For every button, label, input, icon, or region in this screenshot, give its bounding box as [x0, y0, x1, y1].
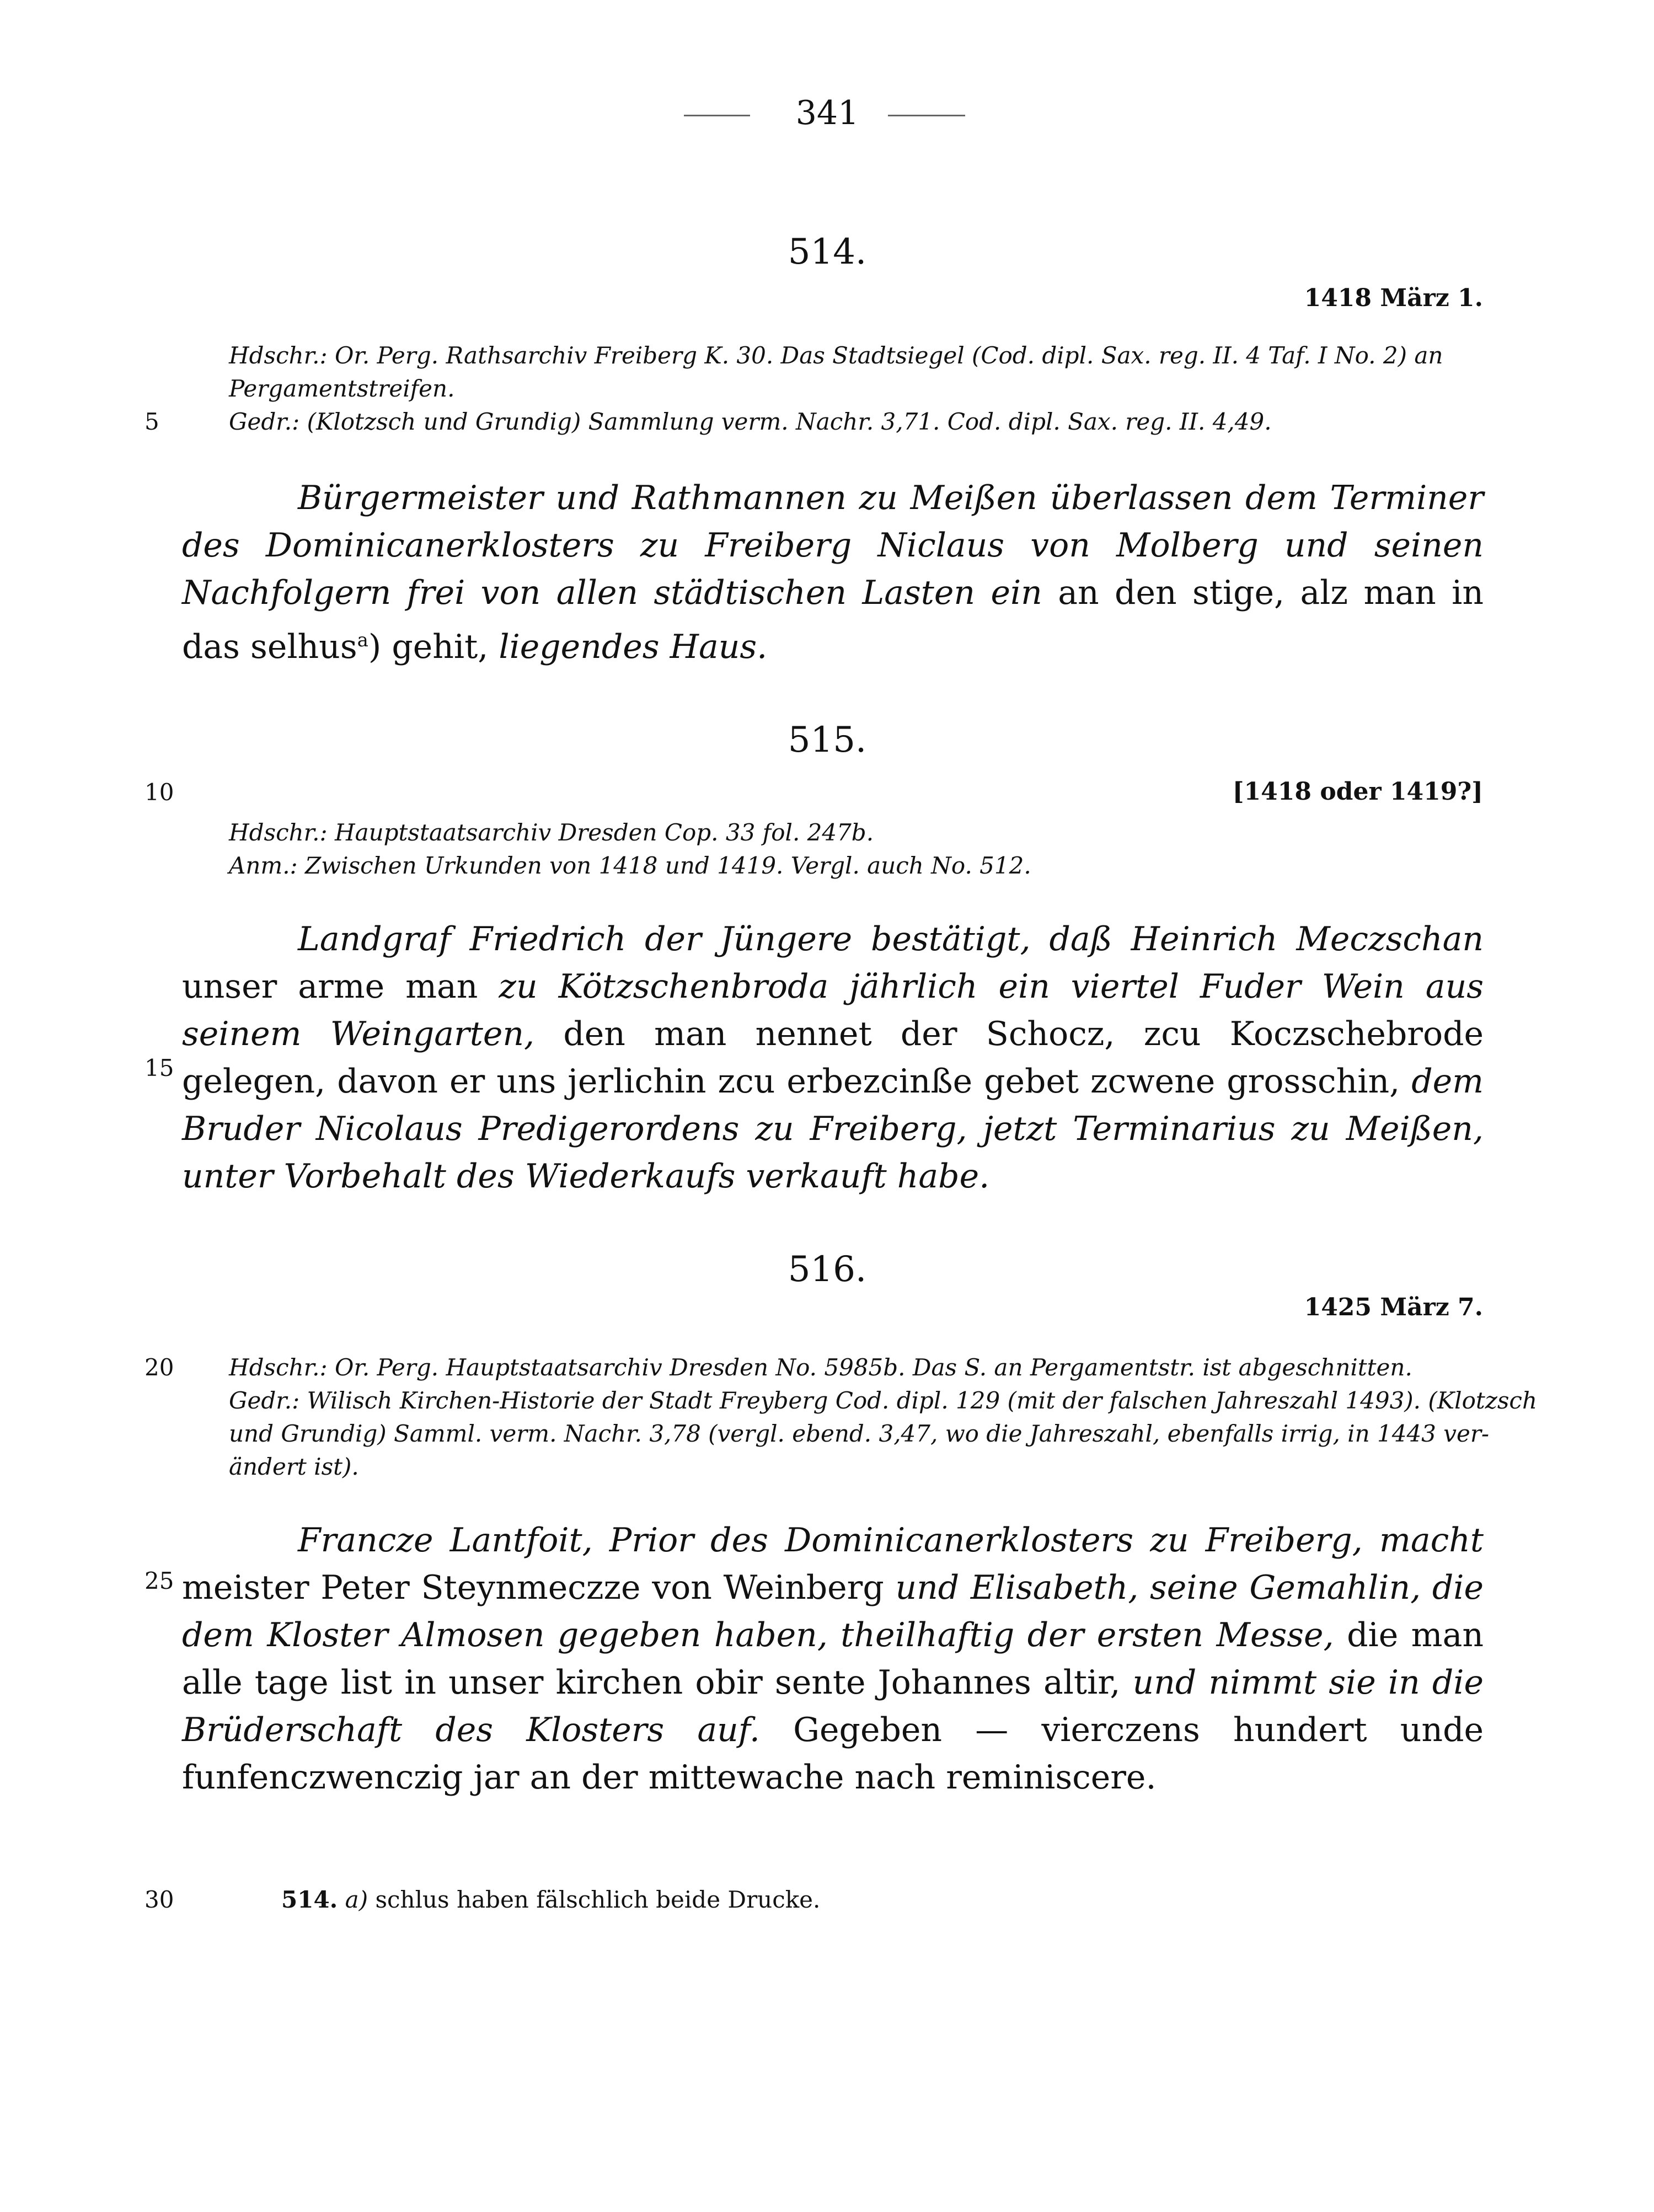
entry-date-516: 1425 März 7.: [1304, 1293, 1483, 1321]
footnote-mark: a): [345, 1886, 368, 1913]
page-number: 341: [795, 94, 859, 132]
quoted-text: Gegeben — vierczens hundert unde funfenczwenczig jar an der mittewache nach reminiscere.: [182, 1711, 1484, 1797]
apparatus-line: Gedr.: Wilisch Kirchen-Historie der Stadt Freyberg Cod. dipl. 129 (mit der falschen Jahreszahl 1493). (Klotzsch: [229, 1387, 1537, 1414]
line-number: 20: [144, 1354, 174, 1381]
footnote-text: schlus haben fälschlich beide Drucke.: [375, 1886, 821, 1913]
quoted-text: den man nennet der Schocz, zcu Koczschebrode gelegen, davon er uns jerlichin zcu erbezcinße gebet zcwene grosschin,: [182, 1015, 1484, 1101]
quoted-text: an den stige, alz man in das selhus: [182, 574, 1484, 666]
apparatus-line: Pergamentstreifen.: [229, 375, 455, 402]
apparatus-line: Gedr.: (Klotzsch und Grundig) Sammlung verm. Nachr. 3,71. Cod. dipl. Sax. reg. II. 4,49.: [229, 408, 1272, 435]
entry-date-514: 1418 März 1.: [1304, 284, 1483, 312]
apparatus-line: Hdschr.: Or. Perg. Hauptstaatsarchiv Dresden No. 5985b. Das S. an Pergamentstr. ist abgeschnitten.: [229, 1354, 1412, 1381]
apparatus-line: Hdschr.: Hauptstaatsarchiv Dresden Cop. 33 fol. 247b.: [229, 819, 874, 846]
regest-text: dem Bruder Nicolaus Predigerordens zu Freiberg, jetzt Terminarius zu Meißen, unter Vorbehalt des Wiederkaufs verkauft habe.: [182, 1062, 1484, 1196]
entry-text-515: [182, 915, 1484, 1200]
line-number: 25: [144, 1567, 174, 1594]
regest-text: Bürgermeister und Rathmannen zu Meißen überlassen dem Terminer des Dominicanerklosters zu Freiberg Niclaus von Molberg und seinen Nachfolgern frei von allen städtischen Lasten ein: [182, 479, 1484, 612]
quoted-text: meister Peter Steynmeczze von Weinberg: [182, 1568, 884, 1607]
line-number: 10: [144, 779, 174, 806]
regest-text: liegendes Haus.: [499, 628, 768, 666]
entry-number-515: 515.: [788, 720, 867, 760]
line-number: 15: [144, 1054, 174, 1081]
apparatus-line: und Grundig) Samml. verm. Nachr. 3,78 (vergl. ebend. 3,47, wo die Jahreszahl, ebenfalls irrig, in 1443 ver-: [229, 1420, 1490, 1447]
entry-date-515: [1418 oder 1419?]: [1232, 778, 1483, 806]
regest-text: Landgraf Friedrich der Jüngere bestätigt, daß Heinrich Meczschan: [298, 920, 1484, 958]
header-rule-left: [684, 115, 750, 116]
quoted-text: unser arme man: [182, 967, 478, 1006]
line-number: 30: [144, 1886, 174, 1913]
header-rule-right: [888, 115, 965, 116]
quoted-text: die man alle tage list in unser kirchen obir sente Johannes altir,: [182, 1616, 1484, 1702]
line-number: 5: [144, 408, 159, 435]
regest-text: Francze Lantfoit, Prior des Dominicanerklosters zu Freiberg, macht: [298, 1521, 1484, 1560]
quoted-text: ) gehit,: [368, 628, 489, 666]
entry-text-514: [182, 474, 1484, 671]
apparatus-line: ändert ist).: [229, 1453, 359, 1480]
apparatus-line: Hdschr.: Or. Perg. Rathsarchiv Freiberg K. 30. Das Stadtsiegel (Cod. dipl. Sax. reg. II. 4 Taf. I No. 2) an: [229, 342, 1443, 369]
regest-text: und nimmt sie in die Brüderschaft des Klosters auf.: [182, 1663, 1484, 1749]
footnote-mark: a: [357, 629, 368, 651]
entry-number-516: 516.: [788, 1249, 867, 1290]
footnote-ref: 514.: [281, 1886, 338, 1913]
entry-text-516: [182, 1517, 1484, 1801]
footnote: [281, 1886, 820, 1913]
entry-number-514: 514.: [788, 232, 867, 272]
apparatus-line: Anm.: Zwischen Urkunden von 1418 und 1419. Vergl. auch No. 512.: [229, 852, 1031, 879]
regest-text: und Elisabeth, seine Gemahlin, die dem Kloster Almosen gegeben haben, theilhaftig der ersten Messe,: [182, 1568, 1484, 1654]
regest-text: zu Kötzschenbroda jährlich ein viertel Fuder Wein aus seinem Weingarten,: [182, 967, 1484, 1053]
